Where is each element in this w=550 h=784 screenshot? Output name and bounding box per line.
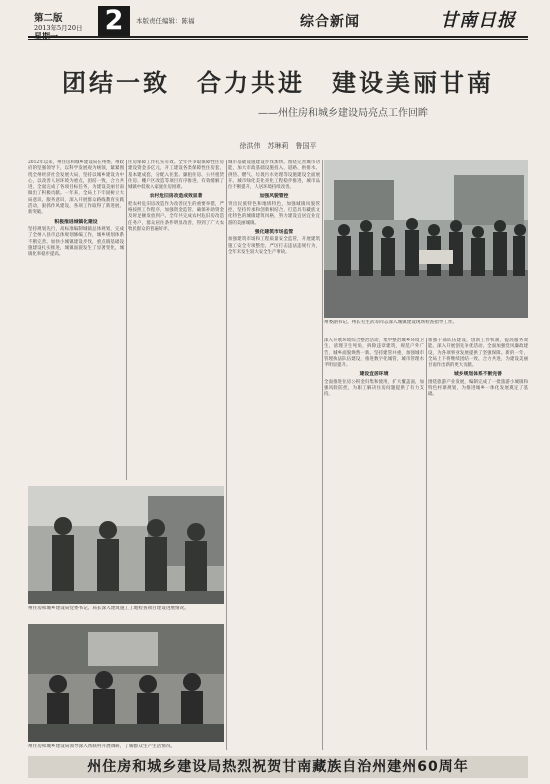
article-column-3 [228,160,320,760]
photo-village-meeting-image [28,624,224,742]
col4-text-b: 全面推进住房公积金归集和使用，扩大覆盖面，加强风险防控，为职工解决住房问题提供了有力支持。 [324,379,424,398]
col5-text-b: 围绕旅游产业发展，编制完成了一批旅游小城镇和特色村寨规划，为推进城乡一体化发展奠定了基础。 [428,379,528,398]
photo-site-inspection-image [324,160,528,318]
caption-site-inspection: 州委副书记、州长毛生武等同志深入城镇建设现场检查指导工作。 [324,320,458,325]
editor-info: 本版责任编辑：陈福 [136,17,195,25]
col3-subheading-2: 强化建筑市场监管 [254,228,294,235]
col3-text-c: 加强建筑市场和工程质量安全监管，开展建筑施工安全专项整治，严厉打击违法违规行为，全年未发生较大安全生产事故。 [228,237,320,255]
page-number: 2 [98,6,130,36]
caption-village-meeting: 州住房和城乡建设局领导深入帮联村开展调研，了解群众生产生活情况。 [28,744,176,749]
masthead-rule [28,36,528,38]
congratulation-banner: 州住房和城乡建设局热烈祝贺甘南藏族自治州建州60周年 [28,756,528,778]
col4-text: 深入开展环境综合整治活动，集中整治城乡环境卫生，清理卫生死角，拆除违章建筑，规范户外广告，城乡面貌焕然一新。坚持建管并重，加强城市管理执法队伍建设，推进数字化城管，城市管理水平明显提升。 [324,338,424,369]
article-column-4 [324,338,424,750]
col3-text-b: 突出民族特色和地域特色，加强城镇风貌管控，坚持传承和创新相结合，打造具有藏族文化特色的城镇建筑风格，努力建设宜居宜业宜游的美丽城镇。 [228,201,320,226]
section-title: 综合新闻 [300,14,360,30]
col2-text-b: 把农村危旧房改造作为改善民生的重要举措，严格按照工作程序，加强资金监管，确保补助资金及时足额发放到户。全年共完成农村危旧房改造任务户，群众居住条件明显改善，得到了广大农牧民群众的普遍好评。 [128,201,224,232]
column-divider [426,338,427,750]
col3-subheading: 加强风貌管控 [259,193,289,200]
caption-construction-visit: 州住房和城乡建设局党委书记、局长深入建筑施工工地检查项目建设进展情况。 [28,606,189,611]
edition-label: 第二版 [34,13,63,24]
article-column-2 [128,160,224,480]
col2-subheading: 农村危旧房改造成效显著 [149,193,203,200]
photo-village-meeting [28,624,224,742]
col4-subheading: 建设宜居环境 [359,371,389,378]
col1-text-b: 坚持规划先行，高标准编制城镇总体规划，完成了全州八县市总体规划修编工作，城乡规划体系不断完善。加快小城镇建设步伐，重点镇基础设施建设扎实推进，城镇面貌发生了显著变化，城镇化率稳步提高。 [28,226,124,258]
column-divider [226,160,227,750]
photo-site-inspection [324,160,528,318]
article-column-1 [28,160,124,480]
col5-subheading: 城乡规划体系不断完善 [454,371,502,378]
col1-subheading: 积极推进城镇化建设 [54,218,98,225]
masthead-rule-thin [28,39,528,40]
column-divider [322,160,323,750]
article-byline: 徐洪伟 苏琳莉 鲁国平 [239,142,317,150]
col5-text: 加强干部队伍建设，创新工作机制，提高服务效能。深入开展创先争优活动，全面加强党风廉政建设，为各项事业发展提供了坚强保障。新的一年，全局上下将继续团结一致、合力共进，为建设美丽甘南作出新的更大贡献。 [428,338,528,369]
col2-text: 住房保障工作扎实有效。全年共争取保障性住房建设资金多亿元，开工建设各类保障性住房套，基本建成套，分配入住套。廉租住房、公共租赁住房、棚户区改造等项目有序推进，有效缓解了城镇中低收入家庭住房困难。 [128,160,224,191]
photo-construction-visit-image [28,486,224,604]
photo-construction-visit [28,486,224,604]
article-headline: 团结一致 合力共进 建设美丽甘南 [62,69,494,97]
col3-text: 城市基础设施建设步伐加快。围绕完善城市功能，加大市政基础设施投入，道路、供排水、供热、燃气、垃圾污水处理等设施建设全面展开。城市绿化美化亮化工程稳步推进，城市品位不断提升，人居环境持续改善。 [228,160,320,191]
article-subheadline: ——州住房和城乡建设局亮点工作回眸 [258,108,428,119]
col1-text: 2012年以来，州住房和城乡建设局在州委、州政府的坚强领导下，以科学发展观为统领，紧紧围绕全州经济社会发展大局，坚持以城乡建设为中心，以改善人居环境为重点，团结一致，合力共进，全面完成了各项目标任务，为建设美丽甘南做出了积极贡献。一年来，全局上下牢固树立大局意识、服务意识，深入开展群众路线教育实践活动，狠抓作风建设，各项工作取得了新进展、新突破。 [28,160,124,216]
newspaper-logo: 甘南日报 [440,10,516,31]
article-column-5 [428,338,528,750]
issue-date: 2013年5月20日 [34,23,83,32]
column-divider [126,160,127,480]
